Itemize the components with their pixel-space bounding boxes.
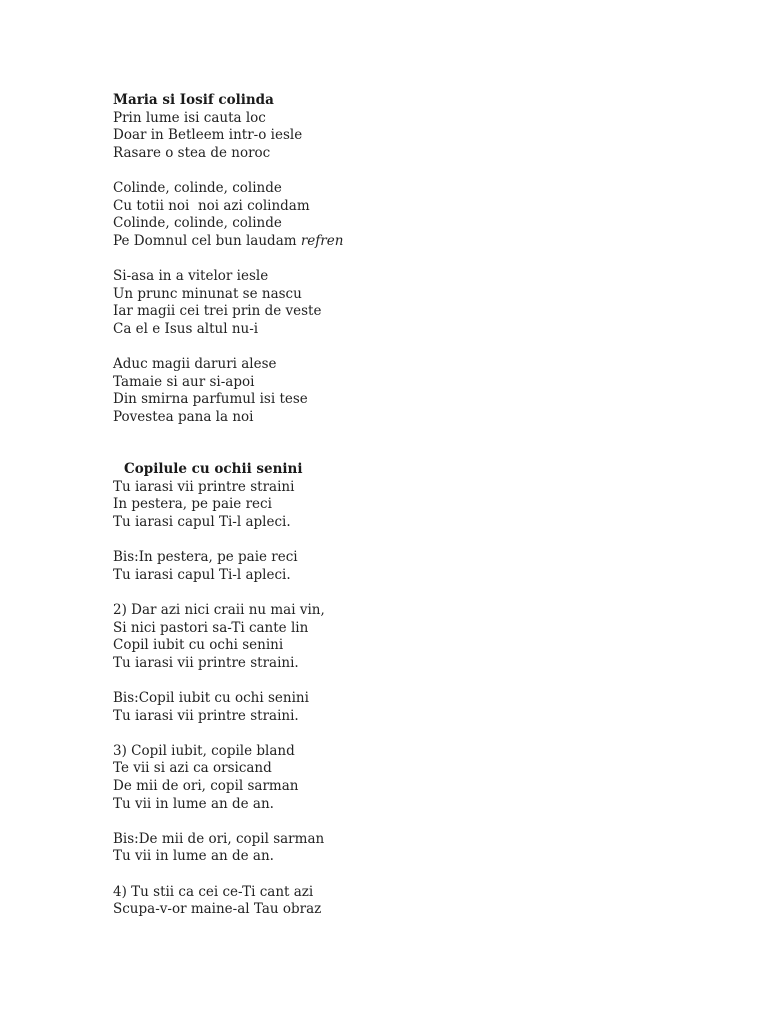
song1-stanza-1: [113, 110, 673, 163]
lyric-line: Povestea pana la noi: [113, 408, 254, 425]
lyric-line: Rasare o stea de noroc: [113, 144, 271, 161]
lyric-line: 2) Dar azi nici craii nu mai vin,: [113, 602, 325, 619]
lyric-line: Tu iarasi vii printre straini.: [113, 707, 299, 724]
lyric-line: Cu totii noi noi azi colindam: [113, 197, 310, 214]
song-title-copilule: Copilule cu ochii senini: [124, 461, 303, 478]
stanza-gap: [113, 866, 673, 884]
lyric-line: Tu vii in lume an de an.: [113, 848, 274, 865]
lyric-line: In pestera, pe paie reci: [113, 496, 272, 513]
lyric-line: Si-asa in a vitelor iesle: [113, 267, 269, 284]
stanza-gap: [113, 338, 673, 356]
lyric-line: Aduc magii daruri alese: [113, 355, 277, 372]
stanza-gap: [113, 532, 673, 550]
song2-stanza-2: [113, 602, 673, 672]
song2-bis-3: [113, 831, 673, 866]
lyric-line: Scupa-v-or maine-al Tau obraz: [113, 901, 322, 918]
song2-stanza-3: [113, 743, 673, 813]
lyric-line: 3) Copil iubit, copile bland: [113, 742, 295, 759]
song1-stanza-2: [113, 268, 673, 338]
lyric-line: De mii de ori, copil sarman: [113, 777, 299, 794]
lyric-line: Prin lume isi cauta loc: [113, 109, 266, 126]
song2-bis-1: [113, 549, 673, 584]
lyric-line: Colinde, colinde, colinde: [113, 215, 282, 232]
song-title-maria: Maria si Iosif colinda: [113, 92, 274, 108]
song2-stanza-1: [113, 479, 673, 532]
lyric-line: Tu iarasi vii printre straini: [113, 478, 295, 495]
song2-bis-2: [113, 690, 673, 725]
lyric-line: Copil iubit cu ochi senini: [113, 637, 284, 654]
lyric-line: Bis:De mii de ori, copil sarman: [113, 830, 325, 847]
song-gap: [113, 426, 673, 461]
lyric-line: Colinde, colinde, colinde: [113, 179, 282, 196]
refrain-tag: refren: [300, 232, 344, 249]
lyric-text: Pe Domnul cel bun laudam: [113, 232, 301, 249]
lyric-line: Tu iarasi capul Ti-l apleci.: [113, 514, 291, 531]
lyric-line: Tu vii in lume an de an.: [113, 795, 274, 812]
stanza-gap: [113, 672, 673, 690]
lyric-line: Bis:Copil iubit cu ochi senini: [113, 690, 309, 706]
lyric-line: Un prunc minunat se nascu: [113, 285, 302, 302]
song2-stanza-4: [113, 884, 673, 919]
lyric-line: Din smirna parfumul isi tese: [113, 391, 308, 408]
lyric-line: Tu iarasi vii printre straini.: [113, 654, 299, 671]
lyric-line: Tamaie si aur si-apoi: [113, 373, 255, 390]
song1-stanza-3: [113, 356, 673, 426]
lyric-line: Tu iarasi capul Ti-l apleci.: [113, 566, 291, 583]
lyric-line: 4) Tu stii ca cei ce-Ti cant azi: [113, 883, 314, 900]
lyric-line: Te vii si azi ca orsicand: [113, 760, 272, 777]
lyric-line-with-tag: [113, 233, 673, 251]
stanza-gap: [113, 584, 673, 602]
lyric-line: Si nici pastori sa-Ti cante lin: [113, 619, 309, 636]
lyric-line: Ca el e Isus altul nu-i: [113, 320, 259, 337]
stanza-gap: [113, 162, 673, 180]
lyric-line: Doar in Betleem intr-o iesle: [113, 127, 303, 144]
stanza-gap: [113, 725, 673, 743]
lyrics-column: [113, 92, 673, 919]
stanza-gap: [113, 250, 673, 268]
song1-refrain: [113, 180, 673, 250]
stanza-gap: [113, 813, 673, 831]
lyric-line: Iar magii cei trei prin de veste: [113, 303, 322, 320]
lyric-line: Bis:In pestera, pe paie reci: [113, 549, 298, 566]
